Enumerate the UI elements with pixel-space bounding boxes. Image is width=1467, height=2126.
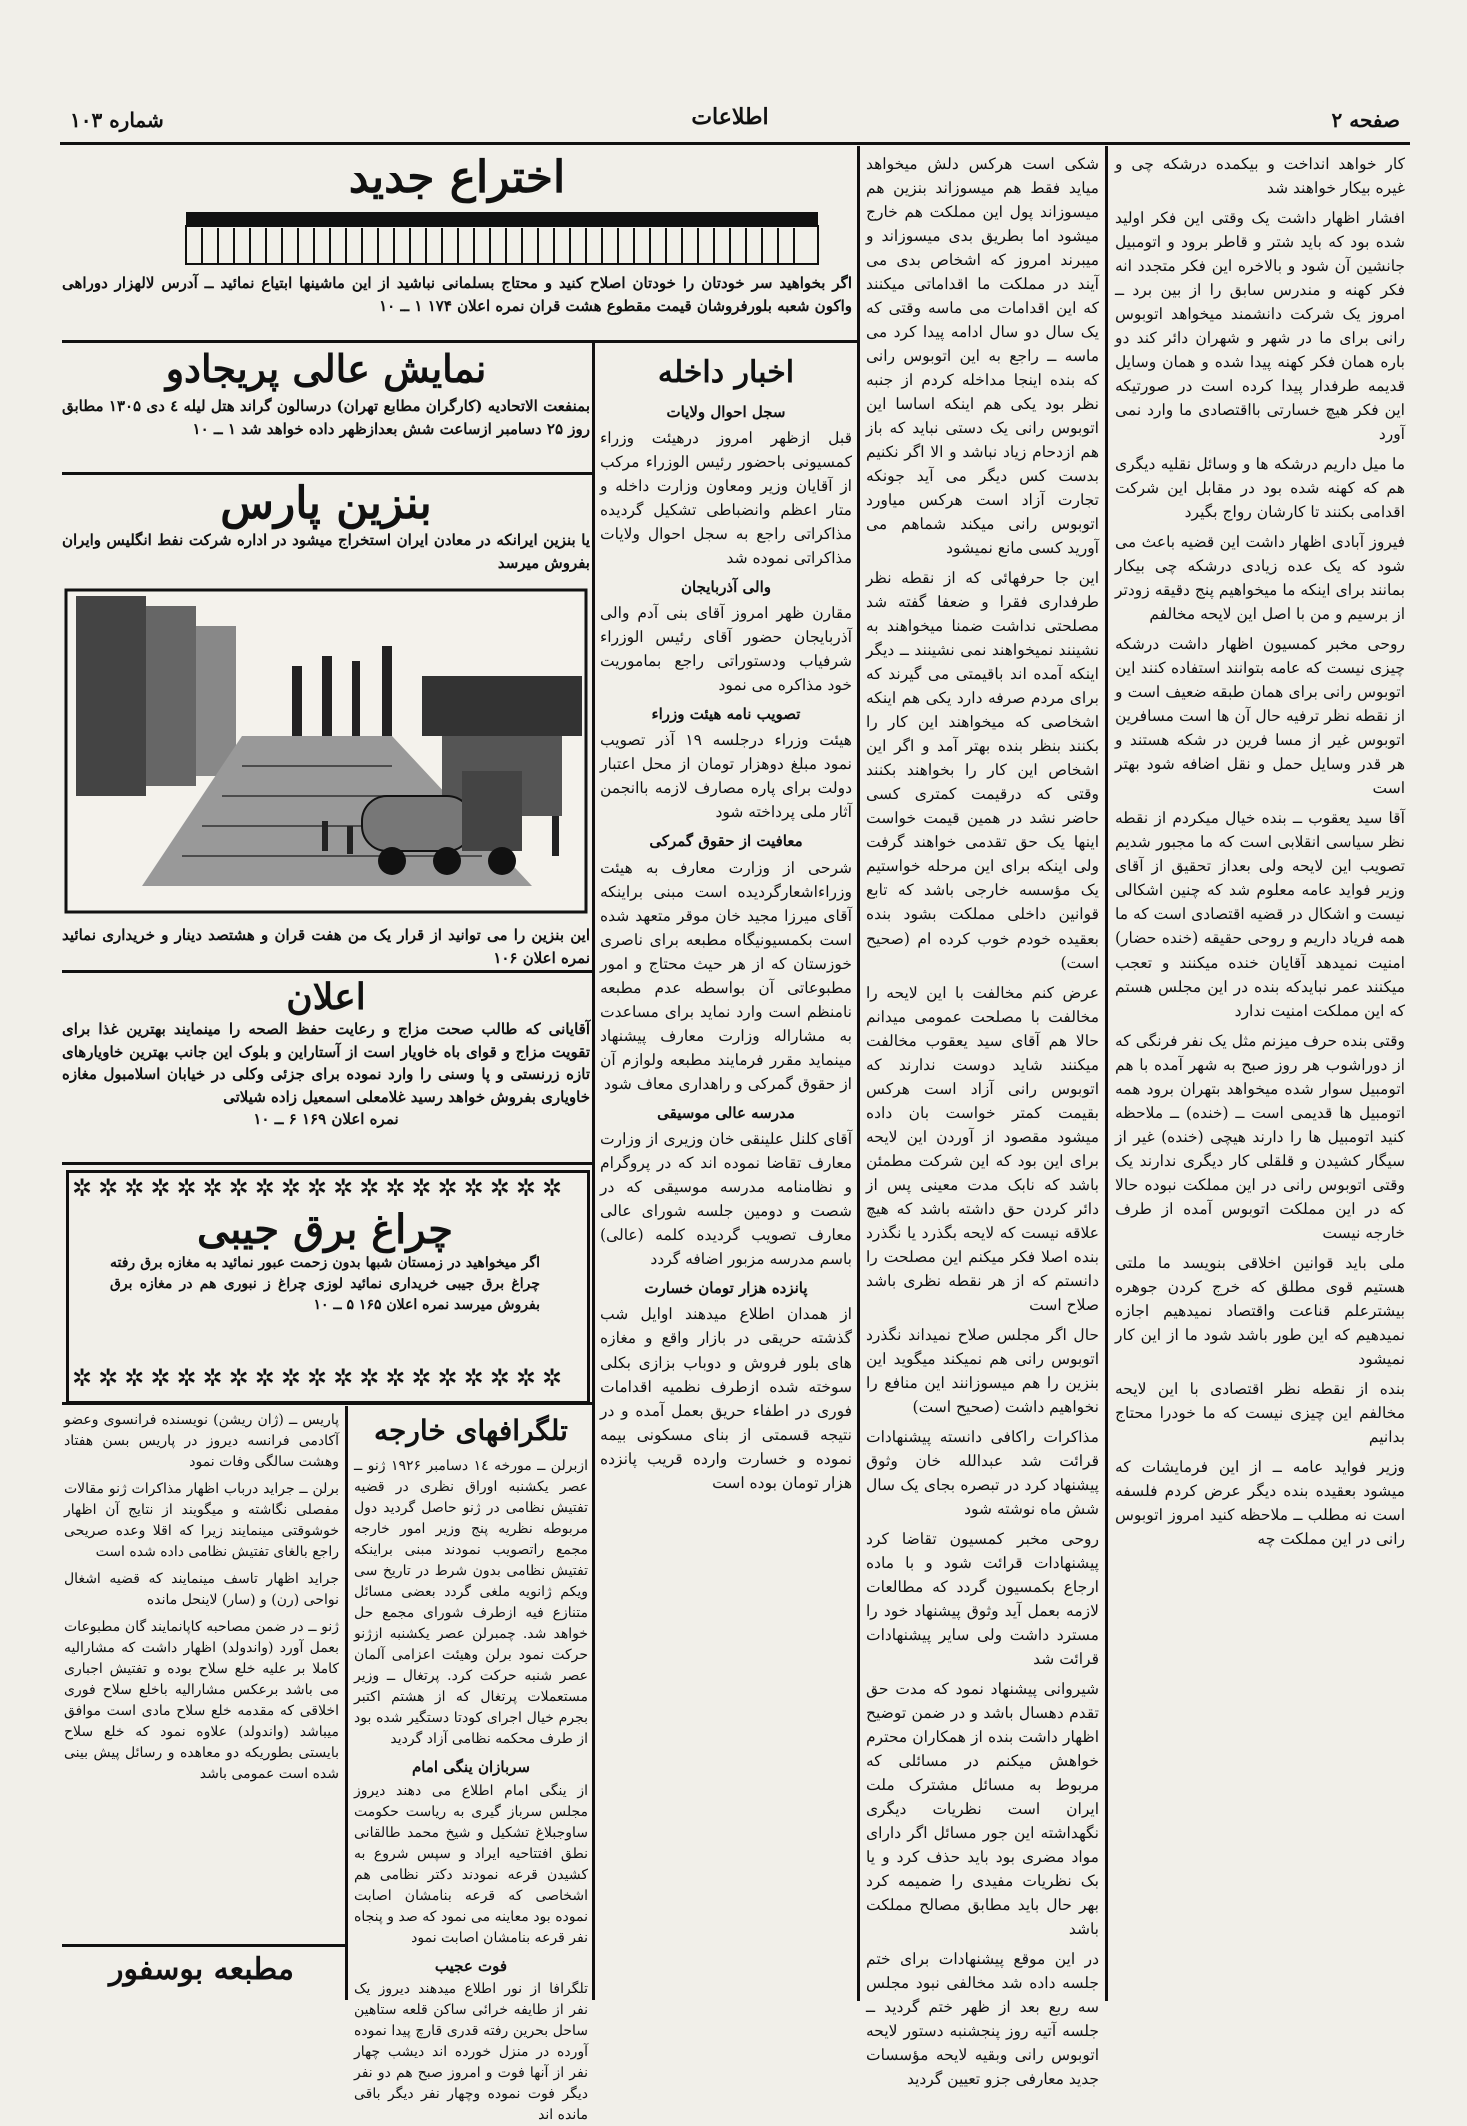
paragraph: جراید اظهار تاسف مینمایند که قضیه اشغال نواحی (رن) و (سار) لاینحل مانده: [64, 1571, 339, 1608]
news-body: ازبرلن ــ مورخه ۱٤ دسامبر ۱۹۲۶ ژنو ــ عصر یکشنبه اوراق نظری در قضیه تفتیش نظامی در ژنو حاصل گردید دول مربوطه نظریه پنج وزیر امور خارجه مجمع راتصویب نمودند مبنی براینکه تفتیش نظامی بدون شرط در تاریخ سی ویکم ژانویه ملغی گردد بعضی مسائل متنازع فیه ازطرف شورای مجمع حل خواهد شد. چمبرلن عصر یکشنبه ازژنو حرکت نمود برلن وهیئت اعزامی آلمان عصر شنبه حرکت کرد. پرتغال ــ وزیر مستعملات پرتغال که از هشتم اکتبر بجرم خیال اجرای کودتا دستگیر شده بود از طرف محکمه نظامی آزاد گردید: [354, 1458, 588, 1747]
paragraph: وقتی بنده حرف میزنم مثل یک نفر فرنگی که از دوراشوب هر روز صبح به شهر آمده با هم اتومبیل سوار شده میخواهد بتهران برود همه اتومبیل ها قدیمی است ــ (خنده) ــ ملاحظه کنید اتومبیل ها را دارند هیچی (خنده) غیر از سیگار کشیدن و قلقلی کار دیگری ندارند یک وقتی اتوبوس رانی در این مملکت نبوده حالا که در این مملکت اتوبوس آمده از طرف خارجه نیست: [1115, 1031, 1405, 1242]
refinery-illustration: [62, 586, 590, 916]
paragraph: این جا حرفهائی که از نقطه نظر طرفداری فقرا و ضعفا گفته شد مصلحتی نداشت ضمنا میخواهند به نشینند نمیخواهند نمی نشینند ــ دیگر اینکه آمده اند باقیمتی می گیرند که برای مردم صرفه دارد یکی هم اینکه اشخاصی که میخواهند این کار را بکنند بنظر بنده بهتر آمد و اگر این اشخاص این کار را بخواهند بکنند وقتی که درقیمت کمتری کسی حاضر نشد در همین قیمت خواست اینها یک حق تقدمی خواهند گرفت ولی اینکه برای این مرحله خواستیم یک مؤسسه خارجی باشد که تابع قوانین داخلی مملکت بشود بنده بعقیده خودم خوب کرده ام (صحیح است): [866, 569, 1099, 972]
section-title: تلگرافهای خارجه: [374, 1414, 568, 1447]
section-rule: [62, 970, 592, 973]
paragraph: روحی مخبر کمسیون اظهار داشت درشکه چیزی نیست که عامه بتوانند استفاده کنند این اتوبوس رانی برای همان طبقه ضعیف است و از نقطه نظر ترفیه حال آن ها است مسافرین اتوبوس غیر از مسا فرین در شکه هستند و هر قدر وسایل حمل و نقل اضافه شود بهتر است: [1115, 635, 1405, 798]
news-heading: مدرسه عالی موسیقی: [657, 1103, 795, 1122]
ad-text: این بنزین را می توانید از قرار یک من هفت قران و هشتصد دینار و خریداری نمائید نمره اعلان ۱۰۶: [62, 926, 590, 967]
ad-petrol: [62, 478, 590, 968]
ad-footer: نمره اعلان ۱۶۹ ۶ ــ ۱۰: [253, 1110, 399, 1128]
news-body: شرحی از وزارت معارف به هیئت وزراءاشعارگردیده است مبنی براینکه آقای میرزا مجید خان موقر متعهد شده است بکمسیونیگاه مطبعه برای ناصری خوزستان که از هر حیث محتاج و امور مطبوعاتی آن بواسطه عدم مطبعه نامنظم است وارد نماید برای مساعدت به مشاراله وزارت معارف پیشنهاد مینماید مقرر فرمایند مطبعه ولوازم آن از حقوق گمرکی و راهداری معاف شود: [600, 858, 852, 1093]
column-rule: [1105, 146, 1108, 2001]
paragraph: بنده از نقطه نظر اقتصادی با این لایحه مخالفم این چیزی نیست که ما خودرا محتاج بدانیم: [1115, 1379, 1405, 1446]
paragraph: در این موقع پیشنهادات برای ختم جلسه داده شد مخالفی نبود مجلس سه ربع بعد از ظهر ختم گردید ــ جلسه آتیه روز پنجشنبه دستور لایحه اتوبوس رانی وبقیه لایحه مؤسسات جدید معارفی جزو تعیین گردید: [866, 1950, 1099, 2089]
news-heading: پانزده هزار تومان خسارت: [644, 1279, 808, 1298]
ad-notice: [62, 976, 590, 1158]
news-body: تلگرافا از نور اطلاع میدهند دیروز یک نفر از طایفه خرائی ساکن قلعه ستاهین ساحل بحرین رفته قدری قارچ پیدا نموده آورده در منزل خورده اند دیشب چهار نفر از آنها فوت و امروز صبح هم دو نفر دیگر فوت نموده وچهار نفر دیگر باقی مانده اند: [354, 1981, 588, 2123]
ad-title: اختراع جدید: [348, 152, 566, 203]
news-heading: والی آذربایجان: [681, 577, 771, 596]
column-center: [866, 152, 1099, 2089]
paragraph: آقا سید یعقوب ــ بنده خیال میکردم از نقطه نظر سیاسی انقلابی است که ما مجبور شدیم تصویب این لایحه ولی بعداز تحقیق از آقای وزیر فواید عامه معلوم شد که چنین اشکالی نیست و اشکال در قضیه اقتصادی است که ما همه فریاد داریم و روحی حقیقه (خنده حضار) امنیت نمیدهد آقایان خنده میکنند و تعجب میکنند عمر نبایدکه بنده در این مجلس هستم که این مملکت امنیت ندارد: [1115, 809, 1405, 1020]
paragraph: حال اگر مجلس صلاح نمیداند نگذرد اتوبوس رانی هم نمیکند میگوید این بنزین را هم میسوزانند این منافع را نخواهیم داشت (صحیح است): [866, 1325, 1099, 1416]
ad-text: اگر بخواهید سر خودتان را خودتان اصلاح کنید و محتاج بسلمانی نباشید از این ماشینها ابتیاع نمائید ــ آدرس لالهزار دوراهی واکون شعبه بلورفروشان قیمت مقطوع هشت قران نمره اعلان ۱۷۴ ۱ ــ ۱۰: [62, 274, 852, 315]
ad-text: یا بنزین ایرانکه در معادن ایران استخراج میشود در اداره شرکت نفط انگلیس وایران بفروش میرسد: [62, 531, 590, 572]
news-heading: سربازان ینگی امام: [411, 1758, 530, 1776]
column-foreign-news: [354, 1410, 588, 2123]
paragraph: ما میل داریم درشکه ها و وسائل نقلیه دیگری هم که کهنه شده بود در مقابل این شرکت اقدامی بکنند تا کارشان رواج بگیرد: [1115, 455, 1405, 522]
paragraph: مذاکرات راکافی دانسته پیشنهادات قرائت شد عبدالله خان وثوق پیشنهاد کرد در تبصره بجای یک سال شش ماه نوشته شود: [866, 1427, 1099, 1518]
column-rule: [345, 1406, 348, 2000]
section-rule: [62, 1402, 592, 1405]
header-rule: [60, 142, 1410, 145]
page-number: صفحه ۲: [1331, 108, 1400, 132]
paragraph: ملی باید قوانین اخلاقی بنویسد ما ملتی هستیم قوی مطلق که خرج کردن جوهره بیشترعلم قناعت واقتصاد نمیدهیم اجازه نمیدهیم که این طور باشد شود ما از این کار نمیشود: [1115, 1253, 1405, 1368]
section-rule: [62, 1944, 345, 1947]
paragraph: افشار اظهار داشت یک وقتی این فکر اولید شده بود که باید شتر و قاطر برود و اتومبیل جانشین آن شود و بالاخره این فکر متجدد انه فکر کهنه و مندرس سابق را از بین برد ــ امروز یک شرکت دانشمند میخواهد اتوبوس رانی برای ما در شهر و شهران دائر کند دو باره همان فکر کهنه پیدا شده و همان وسایل قدیمه طرفدار پیدا کرده است در صورتیکه این فکر هیچ خسارتی بااقتصادی ما وارد نمی آورد: [1115, 209, 1405, 444]
paragraph: شیروانی پیشنهاد نمود که مدت حق تقدم دهسال باشد و در ضمن توضیح اظهار داشت بنده از همکاران محترم خواهش میکنم در مسائلی که مربوط به مسائل مشترک ملت ایران است نظریات دیگری نگهداشته این جور مسائل اگر دارای مواد مضری بود باید حذف کرد و یا بک نظریات مفیدی را ضمیمه کرد بهر حال باید مطابق مصالح مملکت باشد: [866, 1679, 1099, 1939]
section-title: اخبار داخله: [657, 355, 795, 390]
paragraph: ژنو ــ در ضمن مصاحبه کاپانمایند گان مطبوعات بعمل آورد (واندولد) اظهار داشت که مشاراليه کاملا بر علیه خلع سلاح بوده و تفتیش اجباری می باشد برعکس مشاراليه باخلع سلاح فوری اخلاقی که مقدمه خلع سلاح مادی است موافق میباشد (واندولد) علاوه نمود که خلع سلاح بایستی بطوریکه دو معاهده و رسائل پیش بینی شده است عمومی باشد: [64, 1619, 339, 1782]
paragraph: پاریس ــ (ژان ریشن) نویسنده فرانسوی وعضو آکادمی فرانسه دیروز در پاریس بسن هفتاد وهشت سالگی وفات نمود: [64, 1412, 339, 1470]
news-heading: تصویب نامه هیئت وزراء: [651, 705, 801, 724]
news-heading: معافیت از حقوق گمرکی: [649, 832, 803, 851]
ad-title: چراغ برق جیبی: [196, 1206, 454, 1253]
news-body: از ینگی امام اطلاع می دهند دیروز مجلس سرباز گیری به ریاست حکومت ساوجبلاغ تشکیل و شیخ محمد طالقانی نطق افتتاحیه ایراد و سپس شروع به کشیدن قرعه نمودند دکتر نظامی هم اشخاصی که قرعه بنامشان اصابت نموده بود معاینه می نمود که صد و پنجاه نفر قرعه بنامشان اصابت نمود: [354, 1782, 588, 1946]
section-rule: [62, 340, 857, 343]
printer-name: مطبعه بوسفور: [109, 1952, 294, 1987]
section-rule: [62, 1162, 592, 1165]
ad-text: اگر میخواهید در زمستان شبها بدون زحمت عبور نمائید به مغازه برق رفته چراغ برق جیبی خریداری نمائید لوزی چراغ ز نبوری هم در مغازه برق بفروش میرسد نمره اعلان ۱۶۵ ۵ ــ ۱۰: [110, 1255, 540, 1313]
section-rule: [62, 472, 592, 475]
paragraph: کار خواهد انداخت و بیکمده درشکه چی و غیره بیکار خواهند شد: [1115, 155, 1405, 198]
news-body: از همدان اطلاع میدهند اوایل شب گذشته حریقی در بازار واقع و مغازه های بلور فروش و دوباب بزازی بکلی سوخته شده ازطرف نظمیه اقدامات فوری در اطفاء حریق بعمل آمده و در نتیجه قسمتی از بنای مسکونی بیمه نموده و خسارت وارده قریب پانزده هزار تومان بوده است: [600, 1305, 852, 1492]
paragraph: وزیر فواید عامه ــ از این فرمایشات که میشود بعقیده بنده دیگر عرض کردم فلسفه است نه مطلب ــ ملاحظه کنید امروز اتوبوس رانی در این مملکت چه: [1115, 1457, 1405, 1548]
column-right: [1115, 152, 1405, 2002]
column-internal-news: [600, 350, 852, 2000]
news-heading: فوت عجیب: [434, 1956, 508, 1975]
ad-show: [62, 346, 590, 466]
column-rule: [592, 340, 595, 2000]
star-border-top: ✲✲✲✲✲✲✲✲✲✲✲✲✲✲✲✲✲✲✲: [72, 1174, 569, 1202]
ad-text: بمنفعت الاتحادیه (کارگران مطابع تهران) درسالون گراند هتل لیله ٤ دی ۱۳۰۵ مطابق روز ۲۵ دسامبر ازساعت شش بعدازظهر داده خواهد شد ۱ ــ ۱۰: [62, 397, 590, 438]
star-border-bottom: ✲✲✲✲✲✲✲✲✲✲✲✲✲✲✲✲✲✲✲: [72, 1364, 569, 1392]
paragraph: برلن ــ جراید درباب اظهار مذاکرات ژنو مقالات مفصلی نگاشته و میگویند از نتایج آن اظهار خوشوقتی مینمایند زیرا که اقلا وعده صریحی راجع بالغای تفتیش نظامی داده شده است: [64, 1481, 339, 1560]
issue-number: شماره ۱۰۳: [70, 108, 164, 132]
paragraph: روحی مخبر کمسیون تقاضا کرد پیشنهادات قرائت شود و با ماده ارجاع بکمسیون گردد که مطالعات لازمه بعمل آید وثوق پیشنهاد خود را مسترد داشت ولی سایر پیشنهادات قرائت شد: [866, 1529, 1099, 1668]
paragraph: عرض کنم مخالفت با این لایحه را مخالفت با مصلحت عمومی میدانم حالا هم آقای سید یعقوب مخالفت میکنند شاید دوست ندارند که اتوبوس رانی آزاد است هرکس بقیمت کمتر خواست بان داده میشود مقصود از آوردن این لایحه برای این بود که این شرکت مطمئن باشد که نابک مدت معینی پس از دائر کردن حق داشته باشد که هیچ علاقه نیست که لایحه بگذرد یا نگذرد بنده اصلا فکر میکنم این مصلحت را دانستم که از هر نقطه نظری باشد صلاح است: [866, 983, 1099, 1314]
paper-name: اطلاعات: [691, 104, 769, 130]
ad-comb: [62, 150, 852, 340]
news-body: قبل ازظهر امروز درهیئت وزراء کمسیونی باحضور رئیس الوزراء مرکب از آقایان وزیر ومعاون وزارت داخله و متار اعظم وانضباطی تشکیل گردیده مذاکراتی راجع به سجل احوال ولایات مذاکراتی نموده شد: [600, 428, 852, 567]
news-body: آقای کلنل علینقی خان وزیری از وزارت معارف تقاضا نموده اند که در پروگرام و نظامنامه مدرسه موسیقی که در شصت و دومین جلسه شورای عالی معارف تصویب گردیده کلمه (عالی) باسم مدرسه مزبور اضافه گردد: [600, 1130, 852, 1269]
ad-text: آقایانی که طالب صحت مزاج و رعایت حفظ الصحه را مینمایند بهترین غذا برای تقویت مزاج و قوای باه خاویار است از آستاراین و بلوک این جانب بهترین خاویارهای تازه زرنستی و پا وسنی را وارد نموده برای جزئی وکلی در خیابان اسلامبول مغازه خاویاری بفروش خواهد رسید غلامعلی اسمعیل زاده شیلاتی: [62, 1020, 590, 1106]
comb-illustration: [182, 208, 822, 268]
news-body: مقارن ظهر امروز آقای بنی آدم والی آذربایجان حضور آقای رئیس الوزراء شرفیاب ودستوراتی راجع بماموریت خود مذاکره می نمود: [600, 604, 852, 695]
column-rule: [857, 146, 860, 2001]
news-heading: سجل احوال ولایات: [666, 402, 786, 421]
paragraph: فیروز آبادی اظهار داشت این قضیه باعث می شود که یک عده زیادی درشکه چی بیکار بمانند برای اینکه ما میخواهیم پنج دقیقه زودتر از برسیم و من با اصل این لایحه مخالفم: [1115, 533, 1405, 624]
paragraph: شکی است هرکس دلش میخواهد میاید فقط هم میسوزاند بنزین هم میسوزاند پول این مملکت هم خارج میشود اما بطریق بدی میسوزاند و میبرند امروز که اشخاص بدی می آیند در مملکت ما اقداماتی میکنند که این اقدامات می ماسه وقتی که یک سال دو سال ادامه پیدا کرد می ماسه ــ راجع به این اتوبوس رانی که بنده اینجا مداخله کردم از جنبه نظر بود یکی هم اینکه اساسا این اتوبوس رانی یک دستی نباید که باز هم ازدحام زیاد نباشد و الا اگر نکنیم بدست کس دیگر می آید جونکه تجارت آزاد است هرکس میاورد اتوبوس رانی میکند شماهم می آورید کسی مانع نمیشود: [866, 155, 1099, 558]
ad-title: نمایش عالی پریجادو: [165, 346, 487, 391]
ad-lamp: [110, 1206, 540, 1356]
column-left-bottom: [64, 1410, 339, 1940]
news-body: هیئت وزراء درجلسه ۱۹ آذر تصویب نمود مبلغ دوهزار تومان از محل اعتبار دولت برای پاره مصارف لازمه باانجمن آثار ملی پرداخته شود: [600, 731, 852, 822]
ad-title: بنزین پارس: [220, 478, 432, 529]
ad-title: اعلان: [286, 976, 366, 1018]
